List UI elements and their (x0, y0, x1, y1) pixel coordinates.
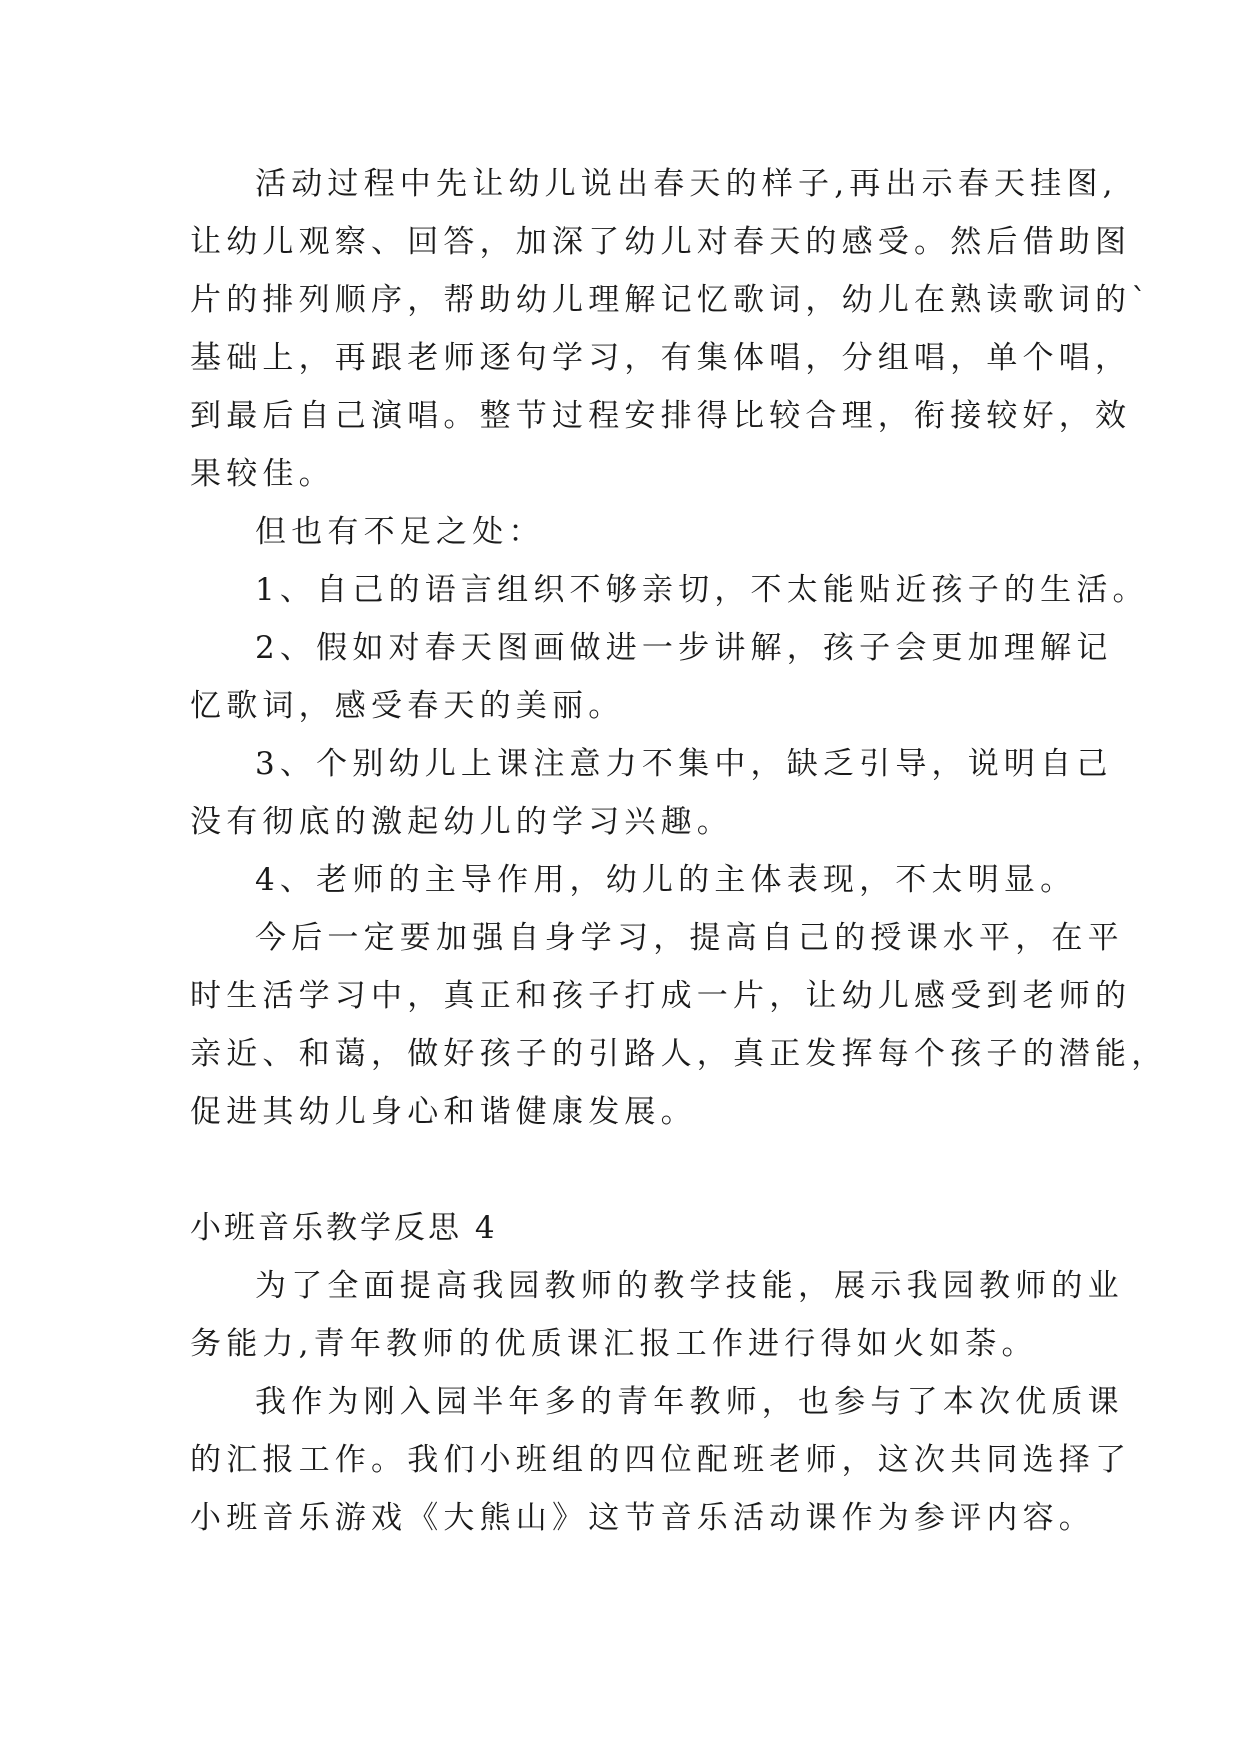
paragraph-line: 基础上，再跟老师逐句学习，有集体唱，分组唱，单个唱， (190, 340, 1132, 376)
paragraph-line: 小班音乐游戏《大熊山》这节音乐活动课作为参评内容。 (190, 1500, 1095, 1536)
paragraph-line: 今后一定要加强自身学习，提高自己的授课水平，在平 (255, 920, 1124, 956)
paragraph-line: 的汇报工作。我们小班组的四位配班老师，这次共同选择了 (190, 1442, 1132, 1478)
list-item-line: 忆歌词，感受春天的美丽。 (190, 688, 625, 724)
paragraph-line: 让幼儿观察、回答，加深了幼儿对春天的感受。然后借助图 (190, 224, 1132, 260)
paragraph-line: 但也有不足之处： (255, 514, 545, 550)
paragraph-line: 片的排列顺序，帮助幼儿理解记忆歌词，幼儿在熟读歌词的` (190, 282, 1152, 318)
paragraph-line: 果较佳。 (190, 456, 335, 492)
list-item-line: 1、自己的语言组织不够亲切，不太能贴近孩子的生活。 (255, 572, 1149, 608)
paragraph-line: 我作为刚入园半年多的青年教师，也参与了本次优质课 (255, 1384, 1124, 1420)
paragraph-line: 时生活学习中，真正和孩子打成一片，让幼儿感受到老师的 (190, 978, 1132, 1014)
paragraph-line: 亲近、和蔼，做好孩子的引路人，真正发挥每个孩子的潜能， (190, 1036, 1168, 1072)
paragraph-line: 到最后自己演唱。整节过程安排得比较合理，衔接较好，效 (190, 398, 1132, 434)
list-item-line: 4、老师的主导作用，幼儿的主体表现，不太明显。 (255, 862, 1077, 898)
paragraph-line: 活动过程中先让幼儿说出春天的样子,再出示春天挂图, (255, 166, 1118, 202)
section-heading: 小班音乐教学反思 4 (190, 1210, 498, 1246)
paragraph-line: 务能力,青年教师的优质课汇报工作进行得如火如荼。 (190, 1326, 1038, 1362)
list-item-line: 2、假如对春天图画做进一步讲解，孩子会更加理解记 (255, 630, 1113, 666)
list-item-line: 3、个别幼儿上课注意力不集中，缺乏引导，说明自己 (255, 746, 1113, 782)
list-item-line: 没有彻底的激起幼儿的学习兴趣。 (190, 804, 733, 840)
paragraph-line: 为了全面提高我园教师的教学技能，展示我园教师的业 (255, 1268, 1124, 1304)
paragraph-line: 促进其幼儿身心和谐健康发展。 (190, 1094, 697, 1130)
